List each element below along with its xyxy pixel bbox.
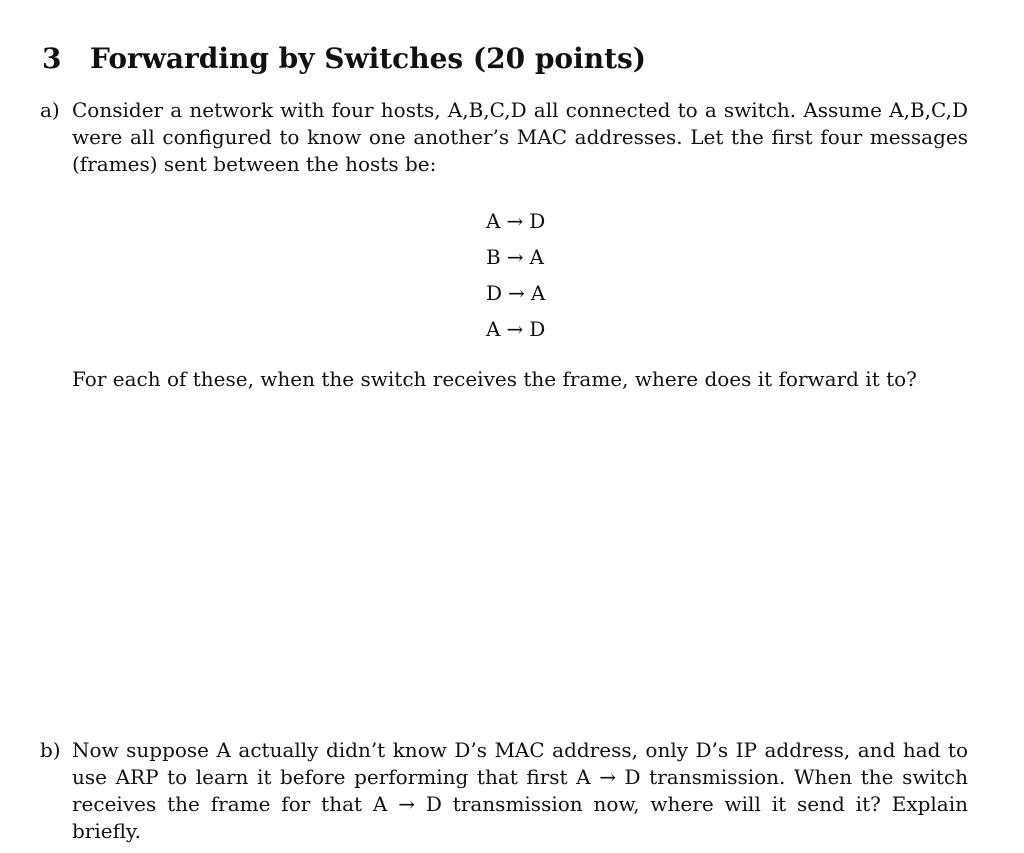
message-receiver: A: [529, 245, 544, 269]
message-item: [486, 311, 545, 347]
arrow-icon: →: [506, 245, 524, 269]
arrow-icon: →: [506, 317, 524, 341]
part-a-text: Consider a network with four hosts, A,B,C,D all connected to a switch. Assume A,B,C,D were all configured to know one another’s MAC addresses. Let the first four messages (frames) sent between the hosts be:: [72, 98, 968, 176]
section-title: Forwarding by Switches (20 points): [90, 42, 647, 75]
message-sender: D: [486, 281, 503, 305]
message-receiver: D: [529, 317, 546, 341]
arrow-icon: →: [508, 281, 525, 305]
message-list: [486, 203, 545, 347]
section-number: 3: [42, 42, 62, 75]
part-a-question: For each of these, when the switch receives the frame, where does it forward it to?: [72, 367, 917, 391]
message-sender: A: [486, 317, 501, 341]
message-sender: B: [486, 245, 501, 269]
arrow-icon: →: [506, 209, 524, 233]
part-b-text: Now suppose A actually didn’t know D’s MAC address, only D’s IP address, and had to use ARP to learn it before performing that first A → D transmission. When the switch receives the frame for that A → D transmission now, where will it send it? Explain briefly.: [72, 738, 968, 843]
message-item: [486, 203, 545, 239]
message-sender: A: [486, 209, 501, 233]
message-item: [486, 239, 545, 275]
part-a-label: a): [40, 98, 60, 122]
message-receiver: D: [529, 209, 546, 233]
part-b-label: b): [40, 738, 61, 762]
part-a: [40, 97, 968, 178]
section-heading: [42, 42, 646, 75]
message-item: [486, 275, 545, 311]
part-b: [40, 737, 968, 845]
message-receiver: A: [530, 281, 546, 305]
